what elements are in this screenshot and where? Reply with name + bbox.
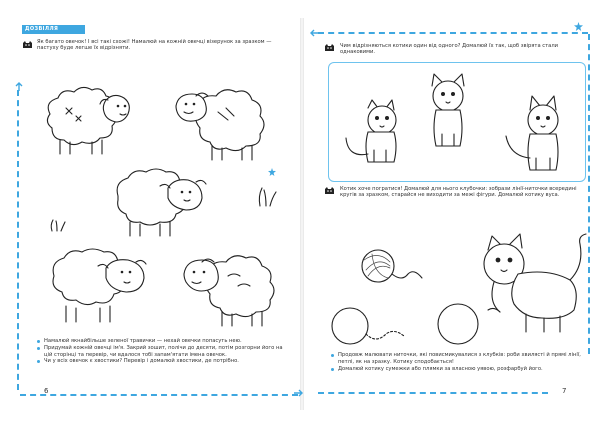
sheep-2 bbox=[168, 86, 278, 162]
task-item: Придумай кожній овечці ім'я. Закрий зошит, полічи до десяти, потім розгорни його на цій сторінці та перевір, чи вдалося тобі запам'ятати імена овечок. bbox=[36, 345, 291, 359]
right-page bbox=[306, 18, 602, 410]
cat-drawing-3 bbox=[502, 92, 572, 174]
left-bottom-dash bbox=[20, 394, 298, 396]
left-page bbox=[8, 18, 298, 410]
yarn-ball-sample bbox=[358, 246, 428, 290]
playing-cat bbox=[474, 230, 592, 342]
task-item: Продовж малювати ниточки, які повисмикувалися з клубків: роби хвилясті й прямі лінії, петлі, як на зразку. Котику сподобається! bbox=[330, 352, 592, 366]
arrow-icon bbox=[14, 82, 24, 92]
left-task-list bbox=[36, 338, 291, 365]
section-badge: ДОЗВІЛЛЯ МАЛЮВАННЯ bbox=[22, 25, 85, 34]
page-number-left: 6 bbox=[44, 387, 49, 395]
yarn-ball-empty-1 bbox=[330, 304, 406, 354]
task-item: Намалюй якнайбільше зеленої травички — нехай овечки попасуть нею. bbox=[36, 338, 291, 345]
page-number-right: 7 bbox=[562, 387, 567, 395]
cat-icon bbox=[324, 43, 335, 52]
right-instruction-2: Котик хоче погратися! Домалюй для нього клубочки: зобрази лінії-ниточки всередині кругів за зразком, старайся не виходити за межі фігури. Домалюй котику вуса. bbox=[340, 186, 577, 199]
right-instruction-1: Чим відрізняються котики один від одного? Домалюй їх так, щоб звірята стали однаковими. bbox=[340, 43, 559, 56]
arrow-icon bbox=[310, 28, 320, 38]
left-side-dash bbox=[17, 90, 19, 390]
sheep-5 bbox=[178, 252, 288, 328]
cat-icon bbox=[22, 40, 33, 49]
cat-drawing-2 bbox=[418, 72, 478, 152]
sheep-3 bbox=[108, 168, 214, 240]
cat-drawing-1 bbox=[338, 98, 408, 172]
grass-icon bbox=[48, 218, 68, 232]
sheep-4 bbox=[44, 246, 154, 326]
sheep-1 bbox=[38, 86, 138, 158]
task-item: Чи у всіх овечок є хвостики? Перевір і домалюй хвостики, де потрібно. bbox=[36, 358, 291, 365]
right-bottom-dash bbox=[318, 392, 548, 394]
task-item: Домалюй котику сумежки або плямки за власною уявою, розфарбуй його. bbox=[330, 366, 592, 373]
left-instruction: Як багато овечок! І всі такі схожі! Намалюй на кожній овечці візерунок за зразком — пастуху буде легше їх відрізняти. bbox=[37, 39, 272, 52]
right-top-dash bbox=[318, 32, 588, 34]
grass-icon bbox=[256, 186, 280, 208]
right-task-list bbox=[330, 352, 592, 372]
arrow-icon bbox=[293, 388, 303, 398]
book-spine bbox=[300, 18, 304, 410]
star-icon bbox=[574, 22, 583, 31]
right-side-dash bbox=[588, 34, 590, 354]
star-icon bbox=[268, 168, 276, 176]
cat-icon bbox=[324, 186, 335, 195]
